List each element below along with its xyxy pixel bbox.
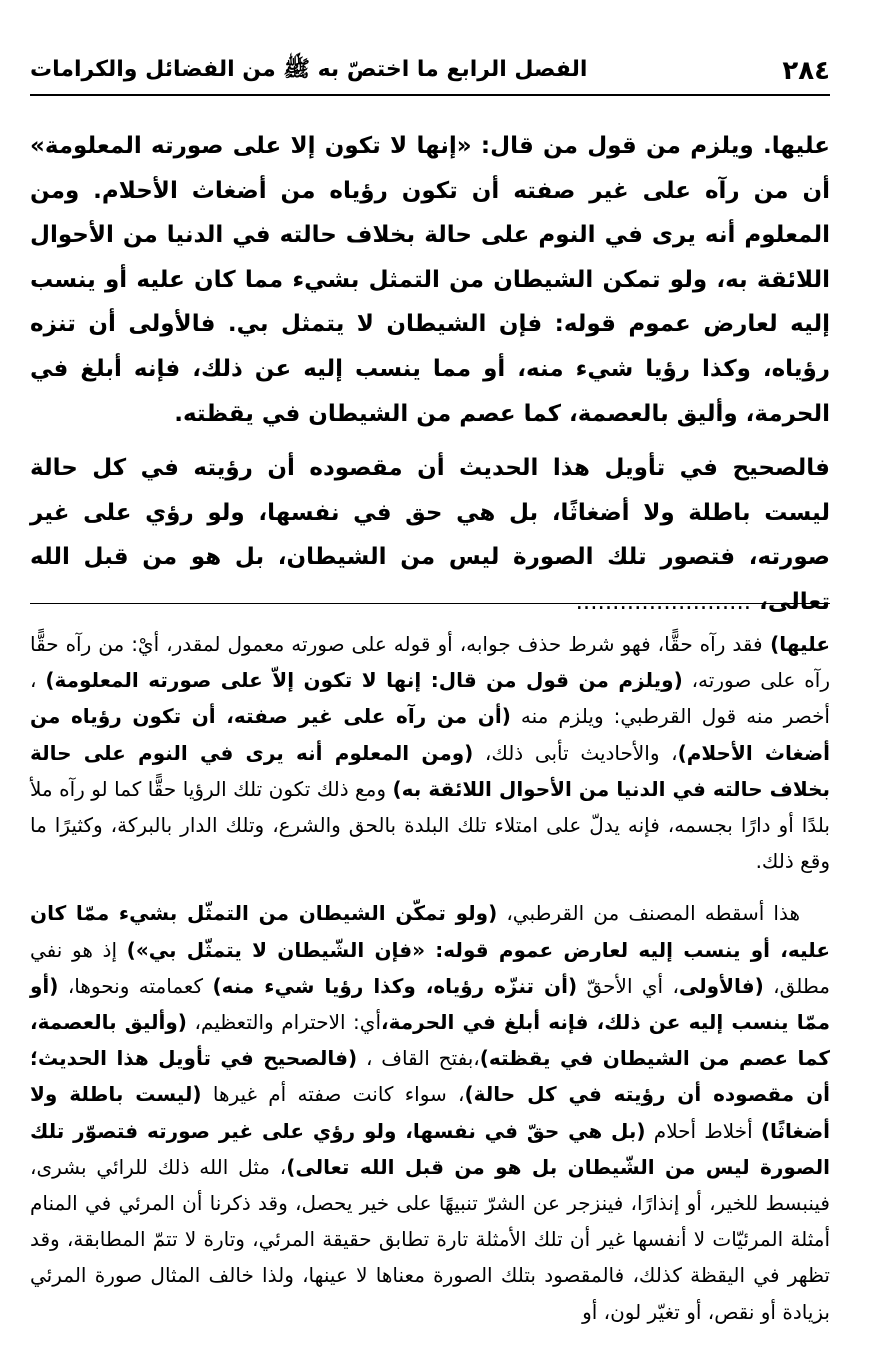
main-paragraph-2-text: فالصحيح في تأويل هذا الحديث أن مقصوده أن رؤيته في كل حالة ليست باطلة ولا أضغاثًا، بل هي حق في نفسها، ولو رؤي على غير صورته، فتصور تلك الصورة ليس من الشيطان، بل هو من قبل الله تعالى، (30, 455, 830, 615)
commentary (30, 626, 830, 1346)
commentary-text-4: ، أي الأحقّ (577, 973, 679, 998)
commentary-text-10: ،بفتح القاف ، (357, 1046, 480, 1071)
commentary-text-8: أي: الاحترام والتعظيم، (186, 1010, 382, 1035)
commentary-text-16: ، مثل الله ذلك للرائي بشرى، فينبسط للخير، أو إنذارًا، فينزجر عن الشرّ تنبيهًا على خير يحصل، وقد ذكرنا أن المرئي في المنام أمثلة المرئيّات لا أنفسها غير أن تلك الأمثلة تارة تطابق حقيقة المرئي، وتارة لا تتمّ المطابقة، وقد تظهر في اليقظة كذلك، فالمقصود بتلك الصورة معناها لا عينها، ولذا خالف المثال صورة المرئي بزيادة أو نقص، أو تغيّر لون، أو (30, 1154, 830, 1324)
commentary-text-1: فقد رآه حقًّا، فهو شرط حذف جوابه، أو قوله على صورته معمول لمقدر، أيْ: من رآه حقًّا رآه على صورته، (30, 632, 830, 693)
commentary-text-2: إذ هو نفي مطلق، (30, 937, 831, 998)
commentary-text-5: ، والأحاديث تأبى ذلك، (473, 740, 678, 765)
quoted-text-15: (بل هي حقّ في نفسها، ولو رؤي على غير صورته فتصوّر تلك الصورة ليس من الشّيطان بل هو من قبل الله تعالى) (30, 1118, 830, 1179)
commentary-text-6: كعمامته ونحوها، (58, 973, 213, 998)
quoted-text-1: (ولو تمكّن الشيطان من التمثّل بشيء ممّا كان عليه، أو ينسب إليه لعارض عموم قوله: «فإن الشّيطان لا يتمثّل بي») (30, 901, 830, 962)
commentary-text-14: أخلاط أحلام (645, 1118, 761, 1143)
commentary-text-3: ، أخصر منه قول القرطبي: ويلزم منه (30, 668, 830, 729)
page-number: ٢٨٤ (782, 56, 830, 86)
main-paragraph-1: عليها. ويلزم من قول من قال: «إنها لا تكون إلا على صورته المعلومة» أن من رآه على غير صفته أن تكون رؤياه من أضغاث الأحلام. ومن المعلوم أنه يرى في النوم على حالة بخلاف حالته في الدنيا من الأحوال اللائقة به، ولو تمكن الشيطان من التمثل بشيء مما كان عليه أو ينسب إليه لعارض عموم قوله: فإن الشيطان لا يتمثل بي. فالأولى أن تنزه رؤياه، وكذا رؤيا شيء منه، أو مما ينسب إليه عن ذلك، فإنه أبلغ في الحرمة، وأليق بالعصمة، كما عصم من الشيطان في يقظته. (30, 133, 830, 427)
running-title: الفصل الرابع ما اختصّ به ﷺ من الفضائل والكرامات (30, 57, 588, 82)
ellipsis: ........................ (575, 588, 752, 615)
quoted-text-7: (أو ممّا ينسب إليه عن ذلك، فإنه أبلغ في الحرمة، (30, 973, 830, 1035)
main-text (30, 124, 830, 635)
commentary-text-7: ومع ذلك تكون تلك الرؤيا حقًّا كما لو رآه ملأ بلدًا أو دارًا بجسمه، فإنه يدلّ على امتلاء تلك البلدة بالحق والشرع، وتلك الدار بالبركة، وكثيرًا ما وقع ذلك. (30, 776, 830, 874)
footnote-separator (30, 603, 830, 604)
quoted-text-4: (أن من رآه على غير صفته، أن تكون رؤياه من أضغاث الأحلام) (30, 704, 830, 765)
page-header (30, 48, 830, 96)
main-paragraph-2 (30, 446, 830, 624)
quoted-text-2: (ويلزم من قول من قال: إنها لا تكون إلاّ على صورته المعلومة) (45, 668, 683, 693)
quoted-text-6: (ومن المعلوم أنه يرى في النوم على حالة بخلاف حالته في الدنيا من الأحوال اللائقة به) (30, 740, 830, 801)
quoted-text-13: (ليست باطلة ولا أضغاثًا) (30, 1082, 830, 1143)
commentary-text-0: هذا أسقطه المصنف من القرطبي، (497, 901, 800, 926)
quoted-text-5: (أن تنزّه رؤياه، وكذا رؤيا شيء منه) (212, 973, 578, 998)
commentary-text-12: ، سواء كانت صفته أم غيرها (201, 1082, 465, 1107)
commentary-paragraph-2 (30, 895, 830, 1329)
quoted-text-9: (وأليق بالعصمة، كما عصم من الشيطان في يقظته) (30, 1010, 830, 1071)
quoted-text-3: (فالأولى (678, 973, 764, 998)
document-page (30, 48, 830, 1338)
quoted-text-0: عليها) (762, 632, 831, 656)
commentary-paragraph-1 (30, 626, 830, 879)
quoted-text-11: (فالصحيح في تأويل هذا الحديث؛ أن مقصوده أن رؤيته في كل حالة) (30, 1046, 830, 1107)
